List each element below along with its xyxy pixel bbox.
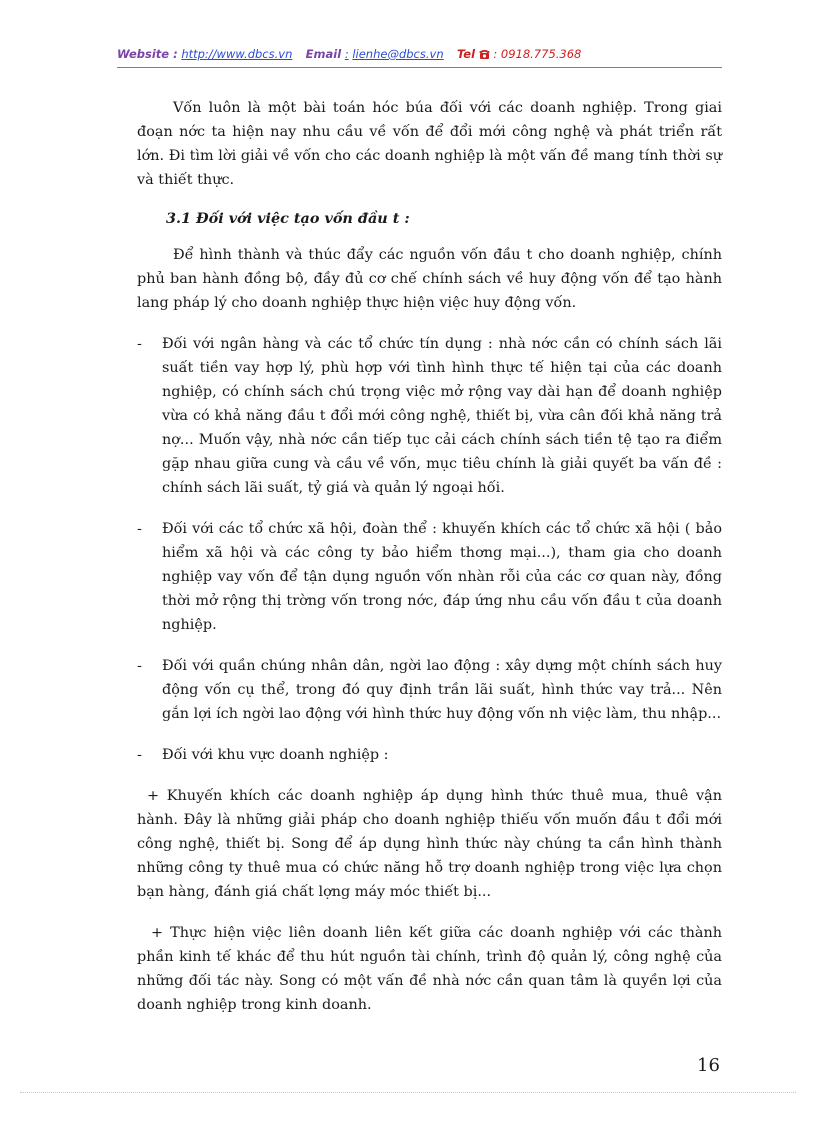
phone-number: : 0918.775.368 (493, 47, 582, 61)
intro-paragraph: Vốn luôn là một bài toán hóc búa đối với các doanh nghiệp. Trong giai đoạn nớc ta hiện nay nhu cầu về vốn để đổi mới công nghệ và phát triển rất lớn. Đi tìm lời giải về vốn cho các doanh nghiệp là một vấn đề mang tính thời sự và thiết thực. (137, 100, 722, 188)
bullet-dash: - (137, 521, 142, 537)
plus-paragraph: + Thực hiện việc liên doanh liên kết giữa các doanh nghiệp với các thành phần kinh tế khác để thu hút nguồn tài chính, trình độ quản lý, công nghệ của những đối tác này. Song có một vấn đề nhà nớc cần quan tâm là quyền lợi của doanh nghiệp trong kinh doanh. (137, 925, 722, 1013)
phone-icon (479, 48, 490, 62)
bullet-dash: - (137, 658, 142, 674)
bullet-text: Đối với quần chúng nhân dân, ngời lao động : xây dựng một chính sách huy động vốn cụ thể, trong đó quy định trần lãi suất, hình thức vay trả... Nên gắn lợi ích ngời lao động với hình thức huy động vốn nh việc làm, thu nhập... (162, 658, 722, 722)
bullet-text: Đối với khu vực doanh nghiệp : (162, 747, 389, 763)
page-number: 16 (697, 1055, 720, 1076)
bullet-item (137, 332, 722, 500)
bullet-text: Đối với các tổ chức xã hội, đoàn thể : khuyến khích các tổ chức xã hội ( bảo hiểm xã hội và các công ty bảo hiểm thơng mại...), tham gia cho doanh nghiệp vay vốn để tận dụng nguồn vốn nhàn rỗi của các cơ quan này, đồng thời mở rộng thị trờng vốn trong nớc, đáp ứng nhu cầu vốn đầu t của doanh nghiệp. (162, 521, 722, 633)
bullet-text: Đối với ngân hàng và các tổ chức tín dụng : nhà nớc cần có chính sách lãi suất tiền vay hợp lý, phù hợp với tình hình thực tế hiện tại của các doanh nghiệp, có chính sách chú trọng việc mở rộng vay dài hạn để doanh nghiệp vừa có khả năng đầu t đổi mới công nghệ, thiết bị, vừa cân đối khả năng trả nợ... Muốn vậy, nhà nớc cần tiếp tục cải cách chính sách tiền tệ tạo ra điểm gặp nhau giữa cung và cầu về vốn, mục tiêu chính là giải quyết ba vấn đề : chính sách lãi suất, tỷ giá và quản lý ngoại hối. (162, 336, 722, 496)
website-link[interactable]: http://www.dbcs.vn (181, 47, 293, 61)
email-label: Email (305, 47, 342, 61)
tel-label: Tel (456, 47, 476, 61)
bullet-dash: - (137, 336, 142, 352)
plus-paragraph: + Khuyến khích các doanh nghiệp áp dụng hình thức thuê mua, thuê vận hành. Đây là những giải pháp cho doanh nghiệp thiếu vốn muốn đầu t đổi mới công nghệ, thiết bị. Song để áp dụng hình thức này chúng ta cần hình thành những công ty thuê mua có chức năng hỗ trợ doanh nghiệp trong việc lựa chọn bạn hàng, đánh giá chất lợng máy móc thiết bị... (137, 788, 722, 900)
website-label: Website : (117, 47, 178, 61)
footer-divider (20, 1092, 796, 1093)
email-separator: : (344, 47, 349, 61)
bullet-dash: - (137, 747, 142, 763)
bullet-item (137, 517, 722, 637)
section-heading: 3.1 Đối với việc tạo vốn đầu t : (166, 210, 410, 227)
bullet-item (137, 743, 722, 767)
paragraph: Để hình thành và thúc đẩy các nguồn vốn đầu t cho doanh nghiệp, chính phủ ban hành đồng bộ, đầy đủ cơ chế chính sách về huy động vốn để tạo hành lang pháp lý cho doanh nghiệp thực hiện việc huy động vốn. (137, 247, 722, 311)
bullet-item (137, 654, 722, 726)
email-link[interactable]: lienhe@dbcs.vn (352, 47, 444, 61)
page-header (117, 47, 722, 68)
document-body (137, 96, 722, 1034)
